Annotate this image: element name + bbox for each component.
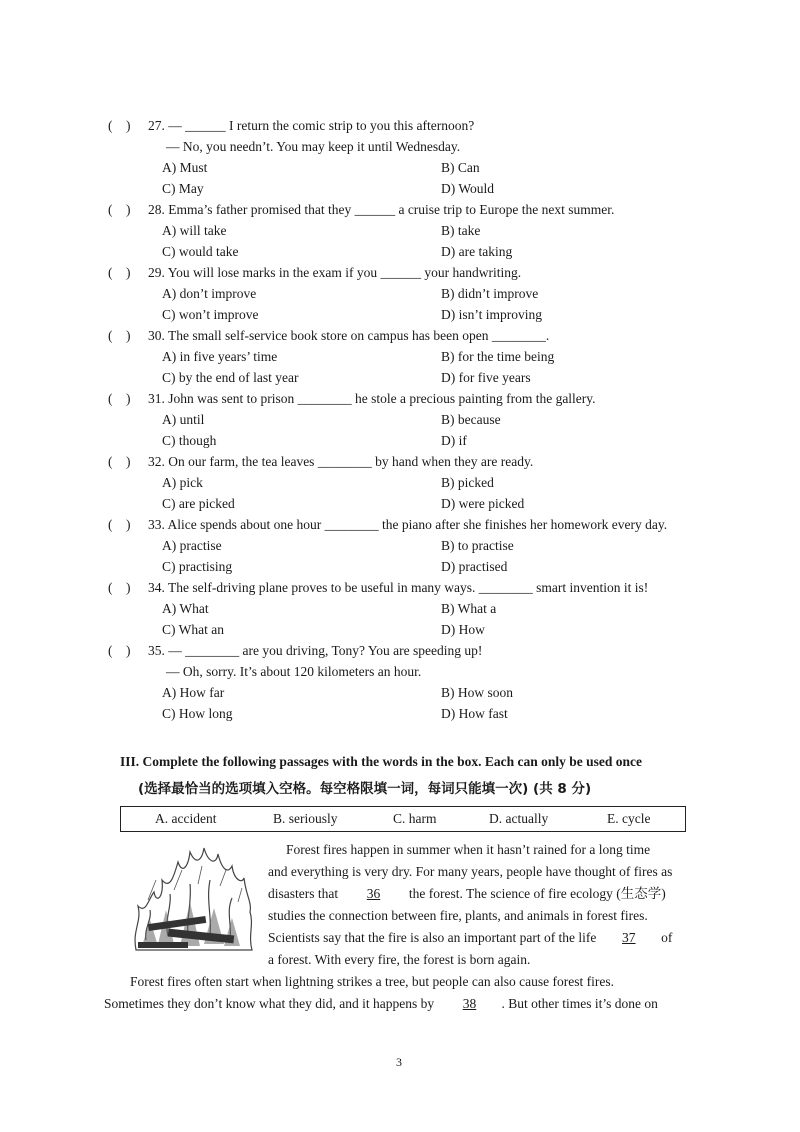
option-b: B) What a [441, 601, 497, 616]
word-option: B. seriously [273, 811, 338, 826]
passage-line-7: Forest fires often start when lightning strikes a tree, but people can also cause forest fires. [130, 974, 614, 989]
passage-text: . But other times it’s done on [501, 996, 658, 1011]
answer-paren[interactable]: ( ) [108, 580, 131, 595]
question-stem: 32. On our farm, the tea leaves ________ by hand when they are ready. [148, 454, 534, 469]
option-a: A) How far [162, 685, 225, 700]
answer-paren[interactable]: ( ) [108, 454, 131, 469]
option-a: A) pick [162, 475, 203, 490]
passage-line-3 [268, 884, 666, 904]
passage-line-4: studies the connection between fire, plants, and animals in forest fires. [268, 908, 648, 923]
option-b: B) take [441, 223, 481, 238]
option-d: D) for five years [441, 370, 531, 385]
option-b: B) because [441, 412, 501, 427]
passage-text: Scientists say that the fire is also an important part of the life [268, 930, 597, 945]
passage-text: of [661, 930, 673, 945]
option-c: C) are picked [162, 496, 235, 511]
passage-line-1: Forest fires happen in summer when it hasn’t rained for a long time [286, 842, 651, 857]
option-a: A) will take [162, 223, 227, 238]
blank-38[interactable]: 38 [462, 996, 477, 1011]
option-c: C) May [162, 181, 204, 196]
question-stem: 29. You will lose marks in the exam if you ______ your handwriting. [148, 265, 522, 280]
option-c: C) by the end of last year [162, 370, 299, 385]
option-d: D) Would [441, 181, 495, 196]
option-a: A) until [162, 412, 205, 427]
section-instructions: (选择最恰当的选项填入空格。每空格限填一词，每词只能填一次) (共 8 分) [138, 781, 592, 797]
option-a: A) practise [162, 538, 222, 553]
option-d: D) are taking [441, 244, 513, 259]
question-stem: 30. The small self-service book store on campus has been open ________. [148, 328, 550, 343]
answer-paren[interactable]: ( ) [108, 517, 131, 532]
option-b: B) How soon [441, 685, 514, 700]
option-d: D) practised [441, 559, 508, 574]
passage-line-2: and everything is very dry. For many years, people have thought of fires as [268, 864, 673, 879]
option-b: B) Can [441, 160, 480, 175]
option-c: C) What an [162, 622, 224, 637]
page-number: 3 [396, 1055, 402, 1069]
question-response: ― No, you needn’t. You may keep it until Wednesday. [166, 139, 461, 154]
question-response: ― Oh, sorry. It’s about 120 kilometers an hour. [166, 664, 422, 679]
answer-paren[interactable]: ( ) [108, 202, 131, 217]
option-d: D) if [441, 433, 467, 448]
answer-paren[interactable]: ( ) [108, 391, 131, 406]
option-d: D) How fast [441, 706, 508, 721]
option-c: C) won’t improve [162, 307, 259, 322]
option-a: A) in five years’ time [162, 349, 278, 364]
passage-text: the forest. The science of fire ecology (生态学) [408, 886, 666, 901]
passage-text: Sometimes they don’t know what they did, and it happens by [104, 996, 435, 1011]
option-a: A) Must [162, 160, 208, 175]
word-option: A. accident [155, 811, 217, 826]
option-c: C) How long [162, 706, 233, 721]
passage-line-6: a forest. With every fire, the forest is born again. [268, 952, 531, 967]
option-a: A) don’t improve [162, 286, 257, 301]
question-stem: 28. Emma’s father promised that they ______ a cruise trip to Europe the next summer. [148, 202, 615, 217]
word-box [120, 806, 686, 832]
answer-paren[interactable]: ( ) [108, 265, 131, 280]
option-b: B) didn’t improve [441, 286, 539, 301]
blank-36[interactable]: 36 [366, 886, 381, 901]
question-stem: 31. John was sent to prison ________ he stole a precious painting from the gallery. [148, 391, 596, 406]
option-c: C) practising [162, 559, 233, 574]
option-d: D) isn’t improving [441, 307, 542, 322]
option-d: D) were picked [441, 496, 525, 511]
answer-paren[interactable]: ( ) [108, 328, 131, 343]
question-stem: 33. Alice spends about one hour ________ the piano after she finishes her homework every day. [148, 517, 668, 532]
option-c: C) would take [162, 244, 239, 259]
option-d: D) How [441, 622, 485, 637]
passage-line-5 [268, 928, 672, 948]
option-c: C) though [162, 433, 217, 448]
section-title: III. Complete the following passages with the words in the box. Each can only be used once [120, 754, 643, 769]
passage-line-8 [104, 994, 658, 1014]
question-stem: 27. ― ______ I return the comic strip to you this afternoon? [148, 118, 475, 133]
option-a: A) What [162, 601, 209, 616]
question-stem: 35. ― ________ are you driving, Tony? You are speeding up! [148, 643, 483, 658]
word-option: D. actually [489, 811, 549, 826]
answer-paren[interactable]: ( ) [108, 118, 131, 133]
word-option: C. harm [393, 811, 437, 826]
option-b: B) to practise [441, 538, 514, 553]
option-b: B) for the time being [441, 349, 555, 364]
forest-fire-image [128, 840, 258, 958]
passage-text: disasters that [268, 886, 339, 901]
option-b: B) picked [441, 475, 494, 490]
answer-paren[interactable]: ( ) [108, 643, 131, 658]
blank-37[interactable]: 37 [622, 930, 636, 945]
question-stem: 34. The self-driving plane proves to be useful in many ways. ________ smart invention it is! [148, 580, 649, 595]
word-option: E. cycle [607, 811, 651, 826]
